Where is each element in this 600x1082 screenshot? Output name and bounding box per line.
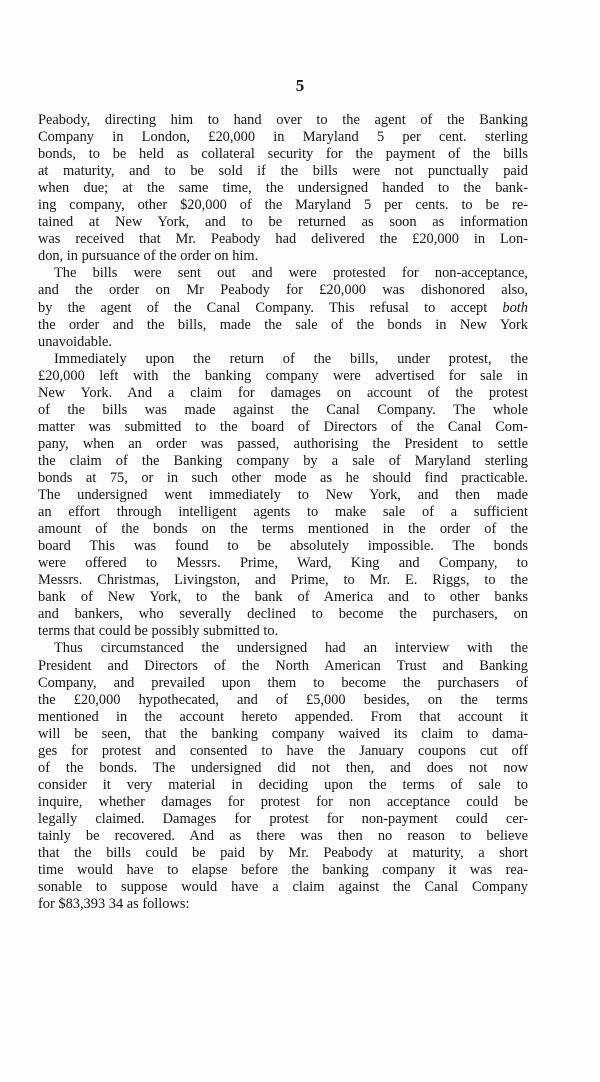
text-line: were offered to Messrs. Prime, Ward, King and Company, to <box>38 555 528 572</box>
text-line: don, in pursuance of the order on him. <box>38 248 259 265</box>
text-line: mentioned in the account hereto appended. From that account it <box>38 708 528 725</box>
text-line: bonds at 75, or in such other mode as he should find practicable. <box>38 469 528 486</box>
text-line: legally claimed. Damages for protest for non-payment could cer- <box>38 810 528 827</box>
text-line: an effort through intelligent agents to make sale of a sufficient <box>38 504 528 521</box>
text-line: when due; at the same time, the undersigned handed to the bank- <box>38 180 528 197</box>
text-line: tainly be recovered. And as there was then no reason to believe <box>38 827 528 844</box>
text-line: the claim of the Banking company by a sale of Maryland sterling <box>38 452 528 469</box>
text-line: of the bonds. The undersigned did not then, and does not now <box>38 759 528 776</box>
text-line: was received that Mr. Peabody had delivered the £20,000 in Lon- <box>38 231 528 248</box>
text-line: inquire, whether damages for protest for non acceptance could be <box>38 793 528 810</box>
text-line: tained at New York, and to be returned as soon as information <box>38 214 528 231</box>
text-line: matter was submitted to the board of Directors of the Canal Com- <box>38 418 528 435</box>
text-line: The undersigned went immediately to New York, and then made <box>38 487 528 504</box>
text-line: amount of the bonds on the terms mentioned in the order of the <box>38 521 528 538</box>
text-line: consider it very material in deciding upon the terms of sale to <box>38 776 528 793</box>
text-line: bank of New York, to the bank of America and to other banks <box>38 589 528 606</box>
text-line: pany, when an order was passed, authorising the President to settle <box>38 435 528 452</box>
text-line: Company, and prevailed upon them to become the purchasers of <box>38 674 528 691</box>
text-line: Immediately upon the return of the bills, under protest, the <box>54 350 528 367</box>
text-line: of the bills was made against the Canal Company. The whole <box>38 401 528 418</box>
text-line: Peabody, directing him to hand over to the agent of the Banking <box>38 112 528 128</box>
text-line: and bankers, who severally declined to become the purchasers, on <box>38 606 528 623</box>
text-line: for $83,393 34 as follows: <box>38 896 190 913</box>
text-line: board This was found to be absolutely impossible. The bonds <box>38 538 528 555</box>
text-line: The bills were sent out and were protested for non-acceptance, <box>54 265 528 282</box>
text-line: New York. And a claim for damages on account of the protest <box>38 384 528 401</box>
text-line: Messrs. Christmas, Livingston, and Prime, to Mr. E. Riggs, to the <box>38 572 528 589</box>
text-line: sonable to suppose would have a claim against the Canal Company <box>38 879 528 896</box>
text-line: will be seen, that the banking company waived its claim to dama- <box>38 725 528 742</box>
text-line: and the order on Mr Peabody for £20,000 was dishonored also, <box>38 282 528 299</box>
text-line: terms that could be possibly submitted to. <box>38 623 279 640</box>
text-line: unavoidable. <box>38 333 112 350</box>
text-line: Company in London, £20,000 in Maryland 5 per cent. sterling <box>38 129 528 146</box>
text-line: the order and the bills, made the sale of the bonds in New York <box>38 316 528 333</box>
page-number: 5 <box>295 76 305 95</box>
text-line: bonds, to be held as collateral security for the payment of the bills <box>38 146 528 163</box>
text-line: by the agent of the Canal Company. This refusal to accept both <box>38 299 528 316</box>
text-line: ges for protest and consented to have the January coupons cut off <box>38 742 528 759</box>
text-line: ing company, other $20,000 of the Maryland 5 per cents. to be re- <box>38 197 528 214</box>
text-line: £20,000 left with the banking company were advertised for sale in <box>38 367 528 384</box>
text-line: the £20,000 hypothecated, and of £5,000 besides, on the terms <box>38 691 528 708</box>
text-line: Thus circumstanced the undersigned had an interview with the <box>54 640 528 657</box>
body-text <box>38 112 528 913</box>
text-line: time would have to elapse before the banking company it was rea- <box>38 862 528 879</box>
text-line: President and Directors of the North American Trust and Banking <box>38 657 528 674</box>
text-line: at maturity, and to be sold if the bills were not punctually paid <box>38 163 528 180</box>
text-line: that the bills could be paid by Mr. Peabody at maturity, a short <box>38 845 528 862</box>
